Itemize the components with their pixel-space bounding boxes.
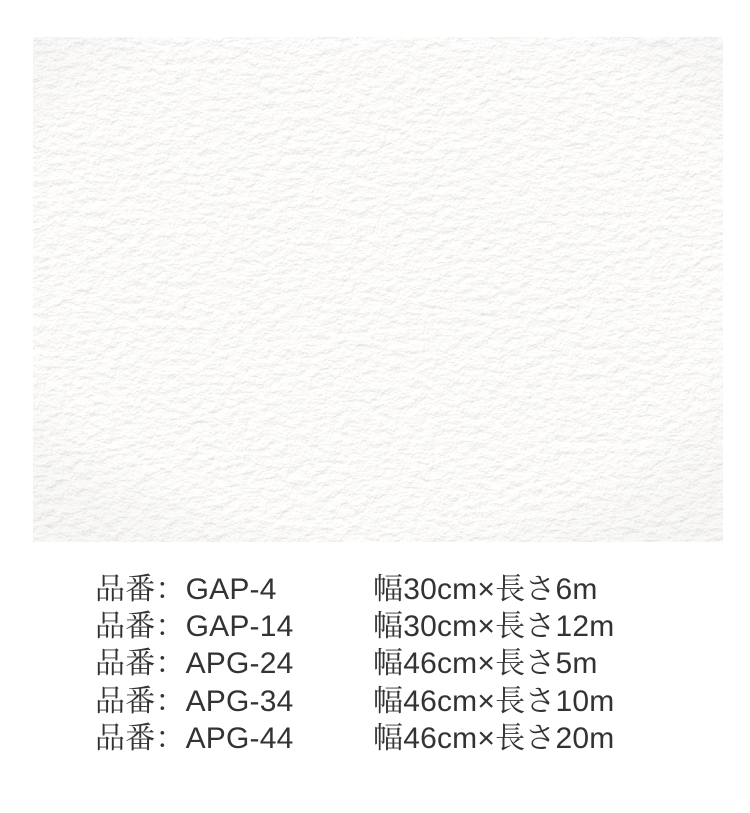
product-size: 幅46cm×長さ20m [373, 721, 615, 755]
spec-row [95, 683, 614, 720]
spec-row [95, 571, 614, 608]
product-code: 品番：GAP-4 [95, 573, 277, 606]
product-size: 幅46cm×長さ5m [373, 647, 598, 681]
wallpaper-texture-photo [33, 37, 723, 542]
product-code: 品番：APG-24 [95, 647, 294, 681]
spec-row [95, 608, 614, 645]
product-size: 幅30cm×長さ6m [373, 573, 598, 606]
product-code: 品番：APG-44 [95, 721, 294, 755]
product-code: 品番：GAP-14 [95, 610, 294, 644]
product-code: 品番：APG-34 [95, 684, 294, 718]
stucco-texture-graphic [33, 37, 723, 542]
spec-row [95, 720, 614, 757]
spec-row [95, 645, 614, 682]
spec-list [95, 571, 614, 757]
product-size: 幅46cm×長さ10m [373, 684, 615, 718]
product-size: 幅30cm×長さ12m [373, 610, 615, 644]
